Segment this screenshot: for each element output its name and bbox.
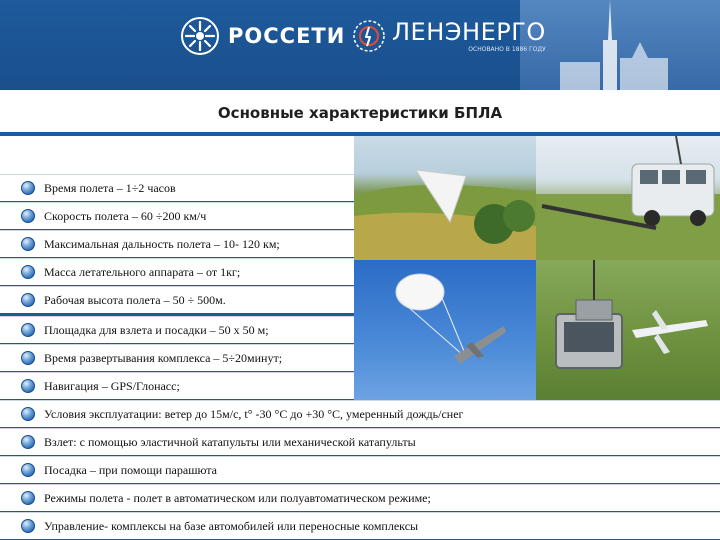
city-skyline-icon (540, 0, 680, 90)
list-item-text: Посадка – при помощи парашюта (44, 462, 217, 477)
bullet-icon (21, 293, 35, 307)
bullet-icon (21, 379, 35, 393)
list-item (0, 286, 354, 313)
list-item-text: Максимальная дальность полета – 10- 120 км; (44, 236, 280, 251)
van-catapult-photo (536, 136, 720, 260)
header-band (0, 0, 720, 90)
list-item-text: Время развертывания комплекса – 5÷20минут; (44, 350, 283, 365)
ground-station-kit-photo (536, 260, 720, 400)
hillside-launch-photo (354, 136, 536, 260)
list-item (0, 428, 720, 455)
list-item-text: Скорость полета – 60 ÷200 км/ч (44, 208, 207, 223)
lenenergo-emblem-icon (352, 19, 386, 53)
rosseti-emblem-icon (180, 16, 220, 56)
bullet-icon (21, 519, 35, 533)
bullet-icon (21, 237, 35, 251)
bullet-icon (21, 323, 35, 337)
list-item (0, 372, 354, 399)
bullet-icon (21, 407, 35, 421)
blank-top-row (0, 136, 354, 174)
list-item-text: Рабочая высота полета – 50 ÷ 500м. (44, 292, 226, 307)
list-item (0, 174, 354, 201)
parachute-landing-photo (354, 260, 536, 400)
list-item (0, 512, 720, 539)
list-item-text: Время полета – 1÷2 часов (44, 180, 176, 195)
bullet-icon (21, 435, 35, 449)
list-item-text: Масса летательного аппарата – от 1кг; (44, 264, 241, 279)
page-title: Основные характеристики БПЛА (217, 104, 503, 122)
list-item-text: Управление- комплексы на базе автомобилей или переносные комплексы (44, 518, 419, 533)
bullet-icon (21, 209, 35, 223)
list-item-text: Навигация – GPS/Глонасс; (44, 378, 180, 393)
list-item (0, 344, 354, 371)
bullet-icon (21, 351, 35, 365)
bullet-icon (21, 181, 35, 195)
bullet-icon (21, 265, 35, 279)
list-item (0, 202, 354, 229)
list-item-text: Площадка для взлета и посадки – 50 х 50 м; (44, 322, 269, 337)
list-item (0, 484, 720, 511)
list-item (0, 456, 720, 483)
rosseti-name: РОССЕТИ (228, 24, 346, 48)
list-item (0, 400, 720, 427)
bullet-icon (21, 463, 35, 477)
lenenergo-name: ЛЕНЭНЕРГО (392, 18, 546, 46)
lenenergo-tagline: ОСНОВАНО В 1886 ГОДУ (468, 46, 546, 53)
list-item (0, 230, 354, 257)
list-item-text: Условия эксплуатации: ветер до 15м/с, t° -30 °C до +30 °C, умеренный дождь/снег (44, 406, 464, 421)
lenenergo-logo (352, 14, 546, 58)
bullet-icon (21, 491, 35, 505)
list-item (0, 258, 354, 285)
rosseti-logo (180, 16, 345, 56)
list-item (0, 316, 354, 343)
list-item-text: Взлет: с помощью эластичной катапульты или механической катапульты (44, 434, 416, 449)
list-item-text: Режимы полета - полет в автоматическом или полуавтоматическом режиме; (44, 490, 431, 505)
